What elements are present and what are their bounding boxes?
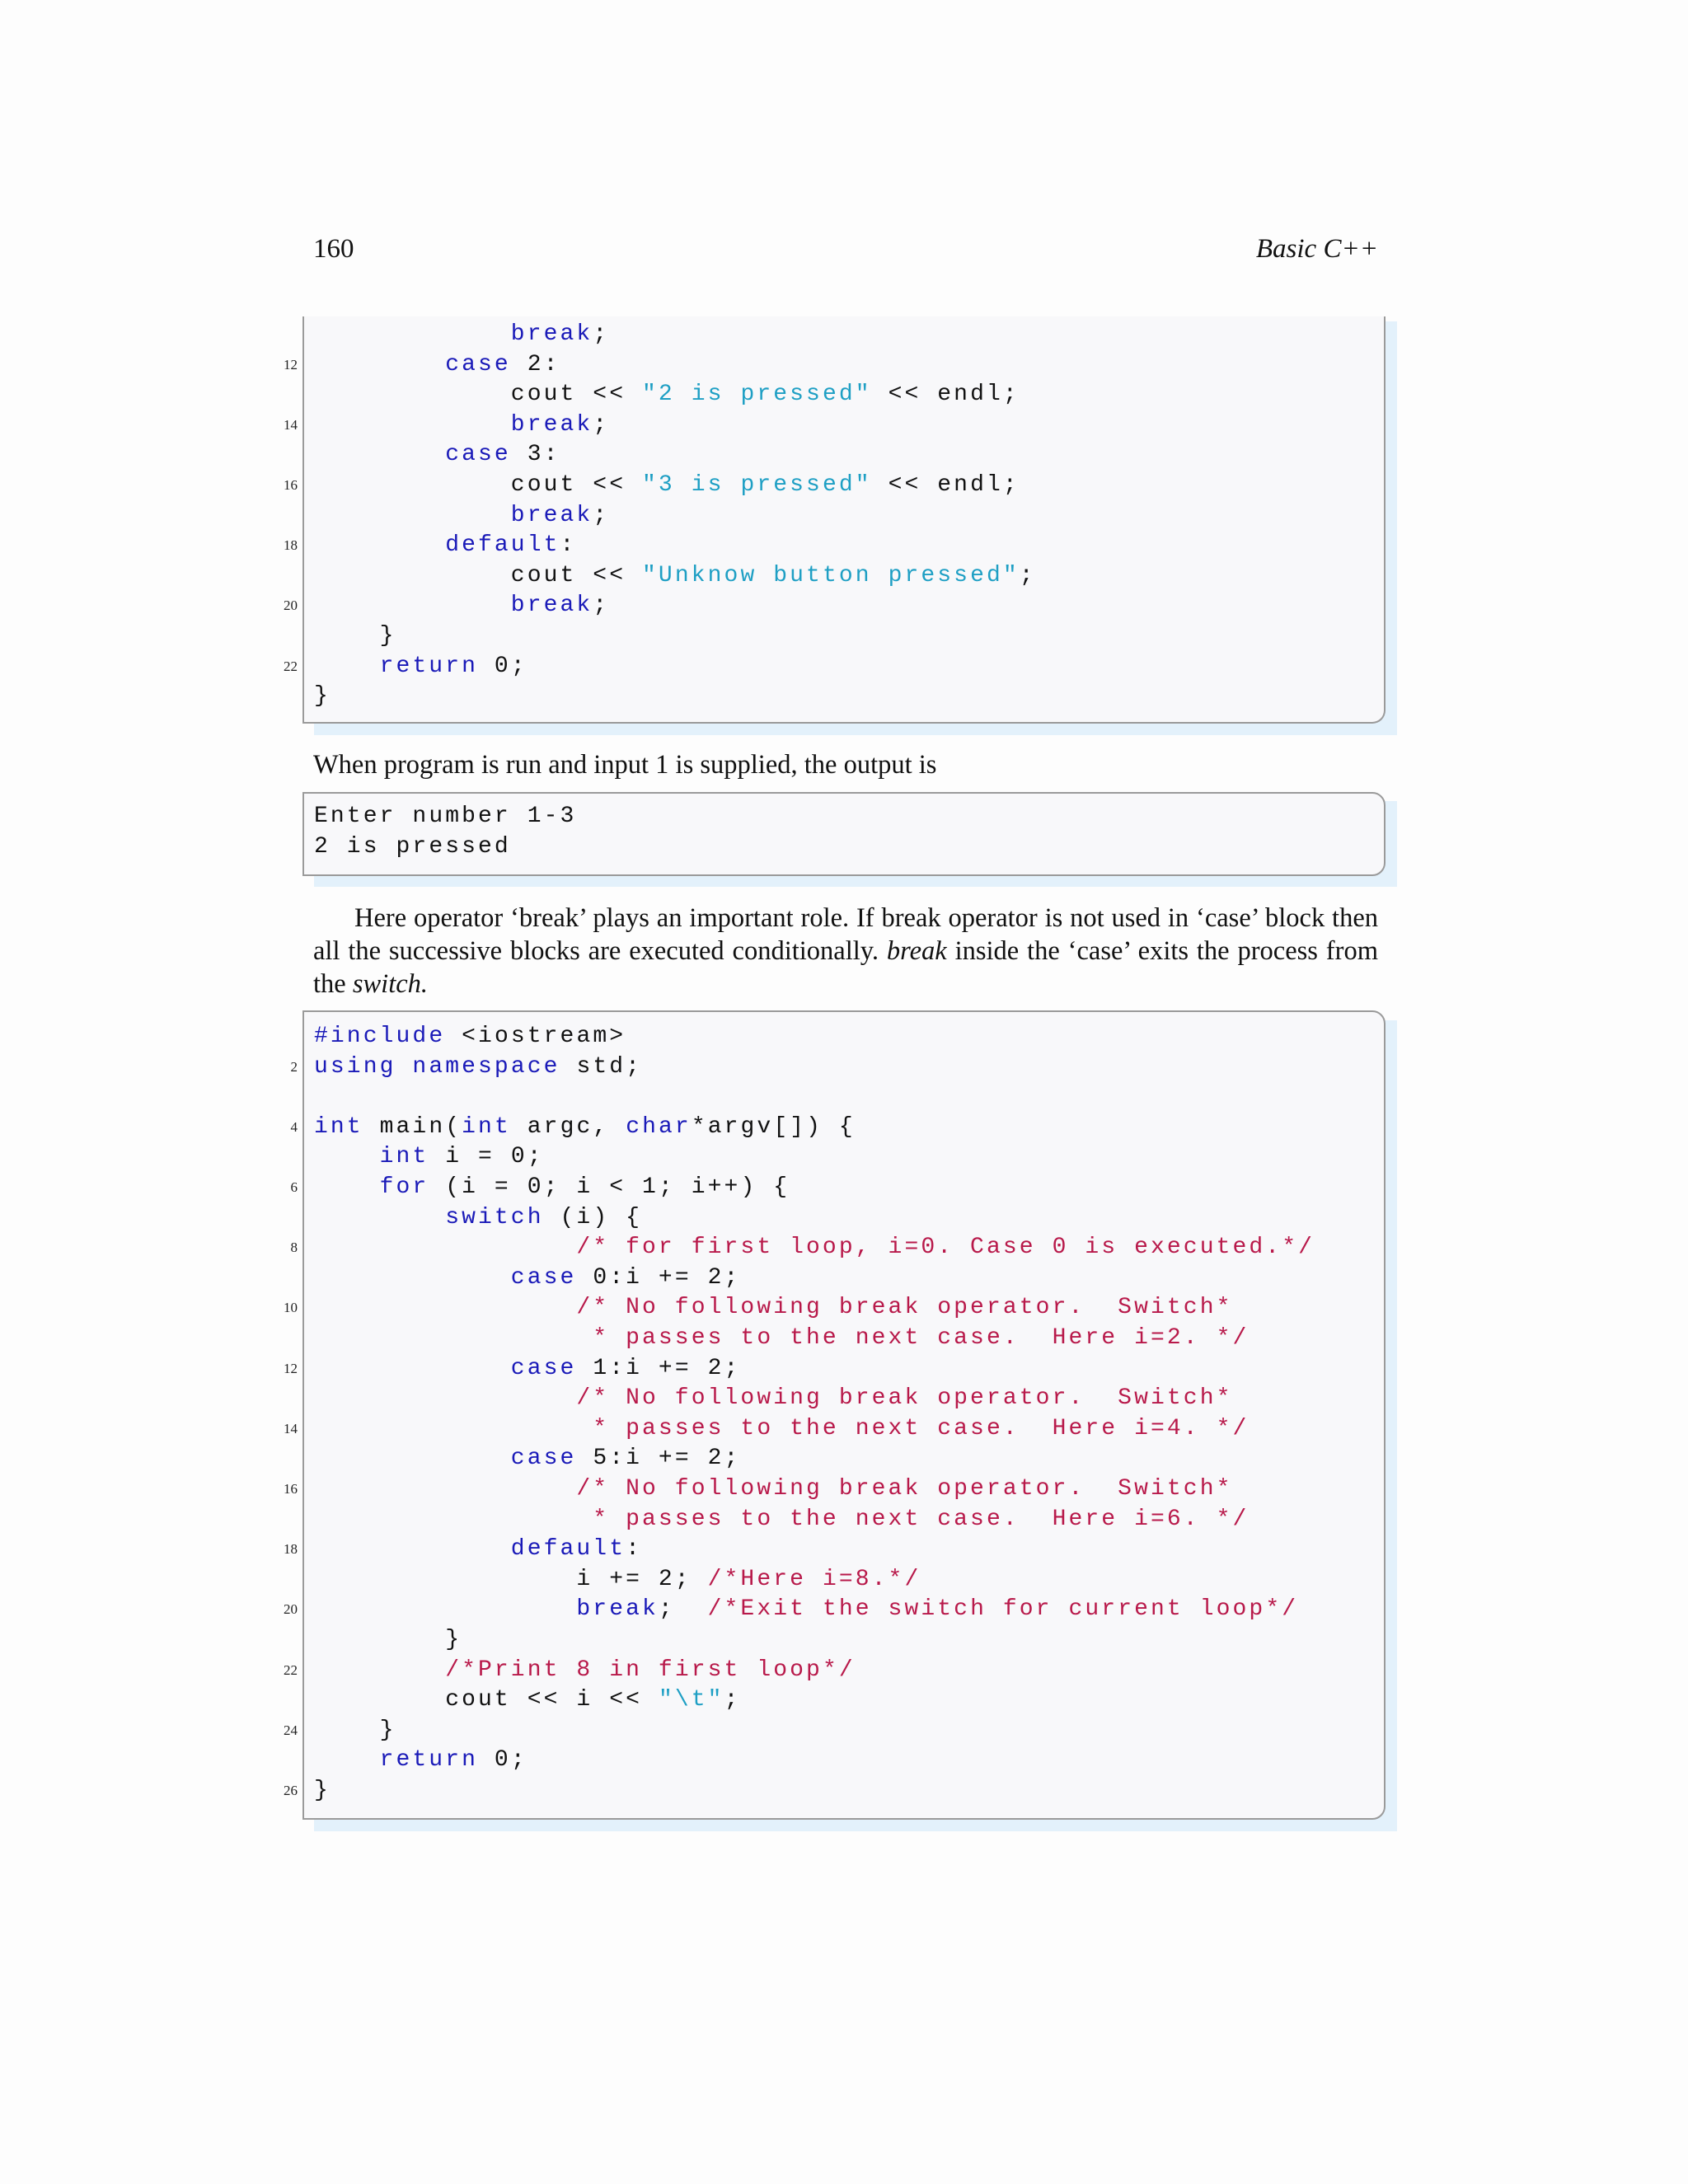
code-keyword: break — [510, 321, 593, 347]
code-text: } — [314, 683, 331, 710]
code-text: 0:i += 2; — [576, 1264, 741, 1291]
line-number: 20 — [284, 1601, 298, 1618]
line-number: 16 — [284, 477, 298, 493]
code-text: ; — [593, 593, 610, 619]
code-comment: * passes to the next case. Here i=4. */ — [593, 1415, 1250, 1441]
code-keyword: default — [510, 1536, 626, 1563]
code-line — [511, 1444, 741, 1474]
code-keyword: case — [445, 351, 511, 377]
code-string: "3 is pressed" — [642, 472, 872, 498]
code-text: cout << i << — [445, 1687, 659, 1713]
code-string: "\t" — [658, 1687, 724, 1713]
code-line — [511, 1263, 741, 1293]
code-text: : — [626, 1536, 643, 1563]
line-number: 20 — [284, 598, 298, 614]
code-line — [314, 1052, 642, 1082]
code-keyword: case — [510, 1446, 577, 1472]
code-line — [576, 1233, 1315, 1263]
line-number: 10 — [284, 1300, 298, 1316]
code-line — [511, 561, 1036, 591]
code-line — [380, 1173, 790, 1202]
code-text: } — [314, 1778, 331, 1803]
code-keyword: case — [510, 1355, 577, 1381]
code-keyword: case — [445, 442, 511, 468]
code-comment: /*Here i=8.*/ — [707, 1566, 921, 1592]
code-text: std; — [560, 1053, 643, 1080]
code-line — [380, 1142, 544, 1172]
code-comment: * passes to the next case. Here i=2. */ — [593, 1325, 1250, 1351]
code-text: main( — [363, 1113, 462, 1140]
code-keyword: switch — [445, 1204, 544, 1230]
code-string: "2 is pressed" — [642, 382, 872, 408]
code-text: cout << — [510, 472, 643, 498]
code-text: << endl; — [871, 472, 1020, 498]
code-text: 3: — [510, 442, 560, 468]
code-keyword: int — [462, 1113, 511, 1140]
line-number: 18 — [284, 537, 298, 554]
output-line: Enter number 1-3 — [314, 804, 577, 829]
code-comment: /*Print 8 in first loop*/ — [445, 1657, 856, 1683]
line-number: 16 — [284, 1481, 298, 1497]
code-line — [511, 1535, 642, 1564]
paragraph-break-explanation: Here operator ‘break’ plays an important role. If break operator is not used in ‘case’ block then all the successive blocks are executed conditionally. break inside the ‘case’ exits the process from the switch. — [313, 903, 1378, 999]
code-keyword: char — [626, 1113, 692, 1140]
code-line — [576, 1384, 1232, 1413]
paragraph-intro-output: When program is run and input 1 is supplied, the output is — [313, 750, 937, 780]
code-line — [511, 501, 609, 531]
code-keyword: default — [445, 532, 560, 559]
code-line — [445, 440, 560, 470]
code-text: *argv[]) { — [691, 1113, 856, 1140]
code-line — [445, 1656, 856, 1685]
code-line — [511, 320, 609, 349]
line-number: 6 — [290, 1179, 298, 1195]
code-text: 5:i += 2; — [576, 1446, 741, 1472]
code-text: ; — [593, 502, 610, 528]
code-keyword: break — [510, 502, 593, 528]
code-comment: /* No following break operator. Switch* — [576, 1476, 1233, 1502]
code-text: i = 0; — [429, 1144, 544, 1170]
line-number: 4 — [290, 1118, 298, 1135]
code-comment: /* No following break operator. Switch* — [576, 1385, 1233, 1412]
code-text: cout << — [510, 382, 643, 408]
code-line — [576, 1474, 1232, 1504]
code-line — [380, 1716, 396, 1746]
code-line — [576, 1595, 1298, 1624]
code-comment: /* No following break operator. Switch* — [576, 1295, 1233, 1321]
code-keyword: #include — [314, 1024, 446, 1049]
code-keyword: using namespace — [314, 1053, 560, 1080]
code-text: i += 2; — [576, 1566, 708, 1592]
line-number: 22 — [284, 1661, 298, 1678]
code-line — [380, 1746, 528, 1775]
line-number: 24 — [284, 1722, 298, 1738]
code-keyword: int — [314, 1113, 363, 1140]
code-line — [380, 652, 528, 682]
code-comment: /* for first loop, i=0. Case 0 is executed.*/ — [576, 1235, 1315, 1261]
line-number: 18 — [284, 1541, 298, 1558]
code-line — [511, 380, 1020, 410]
output-line: 2 is pressed — [314, 833, 511, 860]
code-text: ; — [658, 1596, 708, 1623]
code-keyword: return — [379, 1747, 479, 1774]
code-listing-switch-fallthrough — [284, 1010, 1386, 1820]
code-line — [576, 1293, 1232, 1323]
code-text: ; — [724, 1687, 741, 1713]
line-number: 12 — [284, 356, 298, 373]
code-line — [445, 1625, 462, 1655]
code-text: <iostream> — [445, 1024, 626, 1049]
code-line — [314, 1022, 626, 1052]
code-comment: /*Exit the switch for current loop*/ — [707, 1596, 1299, 1623]
page-header — [313, 234, 1378, 275]
line-number: 14 — [284, 1420, 298, 1436]
line-number: 8 — [290, 1240, 298, 1256]
line-number: 14 — [284, 416, 298, 433]
code-text: << endl; — [871, 382, 1020, 408]
code-keyword: return — [379, 653, 479, 679]
code-line — [593, 1324, 1249, 1353]
code-keyword: case — [510, 1264, 577, 1291]
code-text: 1:i += 2; — [576, 1355, 741, 1381]
code-text: (i) { — [543, 1204, 643, 1230]
code-line — [314, 682, 331, 711]
code-text: : — [560, 532, 577, 559]
code-comment: * passes to the next case. Here i=6. */ — [593, 1506, 1250, 1532]
code-text: cout << — [510, 562, 643, 588]
line-number: 26 — [284, 1783, 298, 1798]
code-text: } — [445, 1627, 462, 1652]
code-line — [314, 1776, 331, 1806]
line-number: 2 — [290, 1058, 298, 1075]
code-line — [380, 621, 396, 651]
code-line — [445, 531, 576, 560]
code-line — [593, 1505, 1249, 1535]
code-text: (i = 0; i < 1; i++) { — [429, 1174, 790, 1200]
code-line — [511, 410, 609, 440]
code-keyword: for — [379, 1174, 429, 1200]
code-text: 0; — [478, 653, 528, 679]
code-line — [445, 1685, 740, 1715]
code-string: "Unknow button pressed" — [642, 562, 1020, 588]
page-number: 160 — [313, 234, 354, 264]
line-number: 22 — [284, 658, 298, 674]
code-line — [314, 1113, 856, 1142]
code-keyword: break — [576, 1596, 659, 1623]
code-text: ; — [593, 321, 610, 347]
code-line — [445, 1203, 642, 1233]
code-line — [445, 350, 560, 380]
code-listing-continued — [284, 316, 1386, 724]
code-text: } — [379, 1717, 396, 1743]
code-line — [511, 471, 1020, 500]
code-text: 0; — [478, 1747, 528, 1774]
code-line — [511, 591, 609, 621]
code-line — [511, 1354, 741, 1384]
code-keyword: int — [379, 1144, 429, 1170]
code-line — [576, 1565, 921, 1595]
code-keyword: break — [510, 593, 593, 619]
code-text: ; — [1019, 562, 1036, 588]
code-text: argc, — [510, 1113, 626, 1140]
code-text: ; — [593, 411, 610, 438]
code-keyword: break — [510, 411, 593, 438]
line-number: 12 — [284, 1360, 298, 1376]
code-text: 2: — [510, 351, 560, 377]
code-text: } — [379, 623, 396, 649]
running-title: Basic C++ — [1255, 234, 1378, 264]
code-line — [593, 1414, 1249, 1444]
program-output-box — [302, 792, 1386, 876]
